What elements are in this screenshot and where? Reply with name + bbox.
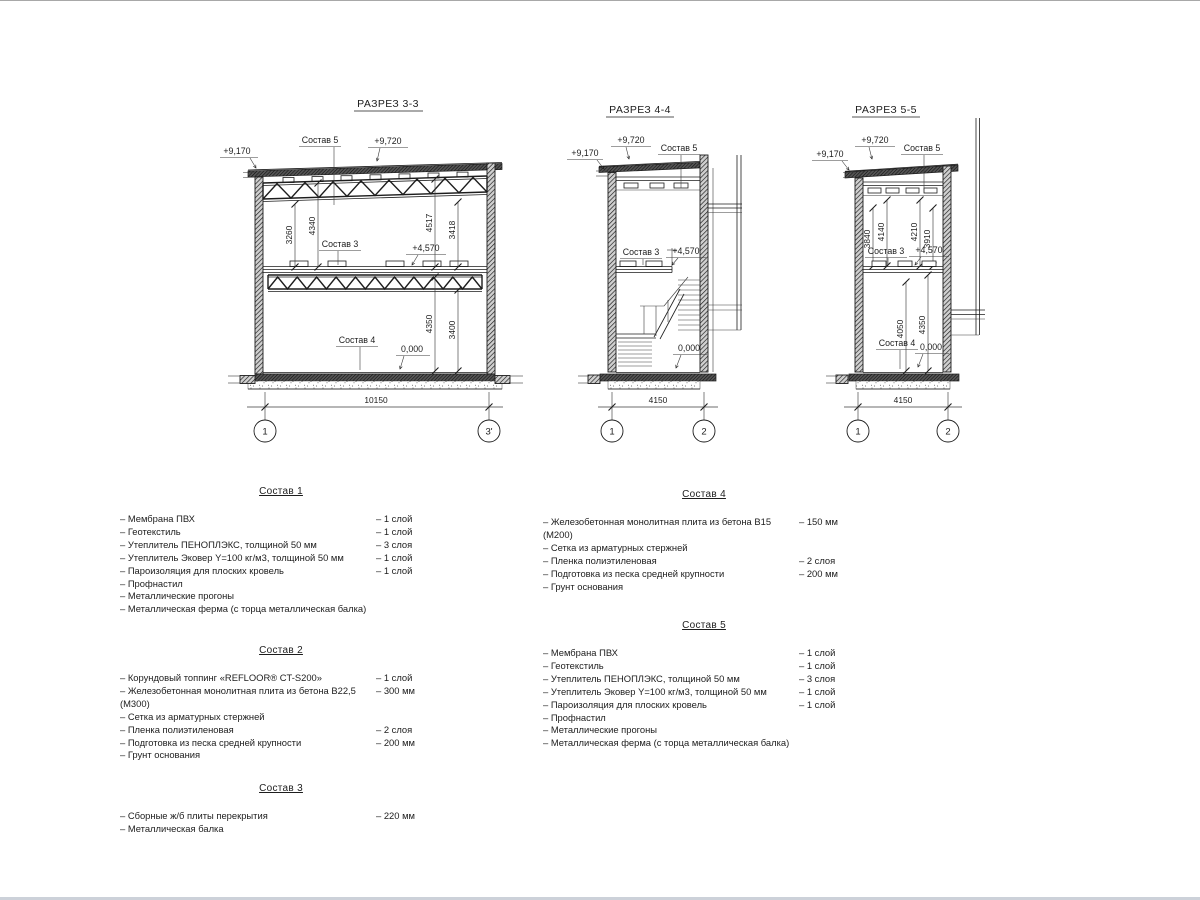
composition-item xyxy=(120,685,442,711)
level-roof-3-3: +9,720 xyxy=(374,136,402,146)
item-name: – Профнастил xyxy=(543,711,606,723)
composition-item xyxy=(120,823,442,836)
level-zero-3-3: 0,000 xyxy=(400,344,424,354)
ground-floor-5-5 xyxy=(826,373,959,390)
item-quantity: – 200 мм xyxy=(799,567,838,579)
item-name: – Металлическая ферма (с торца металлическая балка) xyxy=(543,737,790,749)
item-quantity: – 1 слой xyxy=(376,513,413,524)
item-name: – Утеплитель ПЕНОПЛЭКС, толщиной 50 мм xyxy=(120,538,317,550)
item-quantity: – 150 мм xyxy=(799,516,838,527)
dim-width-4-4: 4150 xyxy=(648,395,668,405)
lower-dimensions-5-5 xyxy=(895,272,932,375)
label-roof-comp-4-4: Состав 5 xyxy=(660,143,698,153)
axis-label-right-5-5: 2 xyxy=(945,426,951,438)
section-3-3 xyxy=(220,98,523,442)
composition-item xyxy=(543,660,865,673)
composition-5-list xyxy=(543,647,865,750)
composition-item xyxy=(120,513,442,526)
composition-item xyxy=(543,555,865,568)
item-quantity xyxy=(376,590,442,603)
item-quantity: – 220 мм xyxy=(376,810,415,821)
width-dimension-5-5 xyxy=(844,392,962,420)
composition-1-title: Состав 1 xyxy=(259,486,303,497)
item-quantity: – 1 слой xyxy=(799,685,836,697)
composition-item xyxy=(543,724,865,737)
sheet-top-edge xyxy=(0,0,1200,1)
item-name: – Металлические прогоны xyxy=(120,590,235,602)
composition-item xyxy=(543,647,865,660)
composition-4-list xyxy=(543,516,865,593)
item-name: – Железобетонная монолитная плита из бетона В15 (М200) xyxy=(543,516,772,540)
composition-2-list xyxy=(120,672,442,762)
item-quantity xyxy=(376,749,442,762)
mid-floor-4-4 xyxy=(616,261,672,273)
label-mid-comp-4-4: Состав 3 xyxy=(622,247,660,257)
item-quantity: – 300 мм xyxy=(376,684,415,696)
axis-markers-3-3 xyxy=(254,420,500,442)
item-name: – Сборные ж/б плиты перекрытия xyxy=(120,810,268,821)
item-name: – Геотекстиль xyxy=(543,659,604,671)
item-quantity xyxy=(799,737,865,750)
item-quantity: – 1 слой xyxy=(376,564,413,576)
item-name: – Сетка из арматурных стержней xyxy=(543,541,688,553)
dim-3418: 3418 xyxy=(447,220,457,240)
composition-item xyxy=(543,673,865,686)
item-quantity: – 1 слой xyxy=(376,551,413,563)
dim-3840: 3840 xyxy=(862,229,872,249)
composition-item xyxy=(120,737,442,750)
dim-4350: 4350 xyxy=(424,314,434,334)
width-dimension-3-3 xyxy=(247,392,503,420)
item-quantity: – 1 слой xyxy=(376,525,413,537)
item-quantity: – 3 слоя xyxy=(376,538,413,550)
item-name: – Утеплитель Эковер Y=100 кг/м3, толщиной 50 мм xyxy=(120,551,344,563)
item-quantity: – 2 слоя xyxy=(376,723,413,735)
item-name: – Сетка из арматурных стержней xyxy=(120,710,265,722)
adjacent-structure-4-4 xyxy=(708,155,742,372)
composition-item xyxy=(543,542,865,555)
composition-item xyxy=(120,724,442,737)
sections-drawing xyxy=(200,88,1020,453)
composition-item xyxy=(543,686,865,699)
level-zero-5-5: 0,000 xyxy=(919,342,943,352)
composition-item xyxy=(120,749,442,762)
composition-4 xyxy=(543,489,865,593)
composition-item xyxy=(120,711,442,724)
composition-3-title: Состав 3 xyxy=(259,783,303,794)
level-mid-3-3: +4,570 xyxy=(412,243,440,253)
item-name: – Подготовка из песка средней крупности xyxy=(543,567,725,579)
item-name: – Металлическая балка xyxy=(120,822,224,834)
level-eave-5-5: +9,170 xyxy=(816,149,844,159)
wall-right-4-4 xyxy=(700,155,708,372)
item-name: – Подготовка из песка средней крупности xyxy=(120,736,302,748)
item-quantity xyxy=(799,542,865,555)
axis-label-left-5-5: 1 xyxy=(855,426,861,438)
composition-5-title: Состав 5 xyxy=(682,620,726,631)
label-mid-comp-3-3: Состав 3 xyxy=(321,239,359,249)
item-quantity: – 1 слой xyxy=(376,672,413,683)
composition-item xyxy=(120,590,442,603)
item-name: – Грунт основания xyxy=(543,580,624,592)
label-floor-comp-3-3: Состав 4 xyxy=(338,335,376,345)
wall-left-4-4 xyxy=(608,173,616,373)
composition-item xyxy=(120,672,442,685)
item-quantity xyxy=(376,711,442,724)
axis-markers-4-4 xyxy=(601,420,715,442)
section-5-5 xyxy=(812,104,985,442)
composition-5 xyxy=(543,620,865,750)
dim-3400: 3400 xyxy=(447,320,457,340)
item-name: – Грунт основания xyxy=(120,749,201,761)
label-roof-comp-3-3: Состав 5 xyxy=(301,135,339,145)
axis-label-right-3-3: 3' xyxy=(485,426,493,438)
item-quantity xyxy=(376,823,442,836)
dim-width-3-3: 10150 xyxy=(364,395,388,405)
width-dimension-4-4 xyxy=(598,392,718,420)
mid-truss-3-3 xyxy=(268,275,482,292)
dim-4340: 4340 xyxy=(307,216,317,236)
item-quantity: – 2 слоя xyxy=(799,554,836,566)
item-name: – Корундовый топпинг «REFLOOR® CT-S200» xyxy=(120,672,322,683)
item-quantity: – 200 мм xyxy=(376,736,415,748)
dim-4517: 4517 xyxy=(424,213,434,233)
item-name: – Железобетонная монолитная плита из бетона В22,5 (М300) xyxy=(120,684,356,709)
item-quantity xyxy=(799,712,865,725)
label-mid-comp-5-5: Состав 3 xyxy=(867,246,905,256)
composition-2 xyxy=(120,645,442,762)
composition-item xyxy=(543,581,865,594)
ground-floor-4-4 xyxy=(578,373,716,390)
mid-floor-3-3 xyxy=(263,261,487,273)
composition-item xyxy=(543,516,865,542)
item-name: – Геотекстиль xyxy=(120,525,181,537)
composition-item xyxy=(543,737,865,750)
composition-1-list xyxy=(120,513,442,616)
ground-floor-3-3 xyxy=(228,373,523,390)
composition-item xyxy=(543,712,865,725)
dim-4140: 4140 xyxy=(876,222,886,242)
composition-3-list xyxy=(120,810,442,836)
dim-3910: 3910 xyxy=(922,229,932,249)
axis-markers-5-5 xyxy=(847,420,959,442)
composition-item xyxy=(120,810,442,823)
dim-4050: 4050 xyxy=(895,319,905,339)
wall-right-3-3 xyxy=(487,163,495,374)
label-roof-comp-5-5: Состав 5 xyxy=(903,143,941,153)
item-quantity xyxy=(376,603,442,616)
item-name: – Пароизоляция для плоских кровель xyxy=(543,698,707,710)
axis-label-left-3-3: 1 xyxy=(262,426,268,438)
level-mid-5-5: +4,570 xyxy=(915,245,943,255)
composition-item xyxy=(543,568,865,581)
label-floor-comp-5-5: Состав 4 xyxy=(878,338,916,348)
item-quantity: – 1 слой xyxy=(799,647,836,658)
dim-4210: 4210 xyxy=(909,222,919,242)
dim-4350: 4350 xyxy=(917,315,927,335)
composition-item xyxy=(120,552,442,565)
dim-width-5-5: 4150 xyxy=(893,395,913,405)
section-4-4 xyxy=(567,104,742,442)
item-quantity xyxy=(799,724,865,737)
section-3-3-title: РАЗРЕЗ 3-3 xyxy=(357,98,419,110)
item-quantity: – 1 слой xyxy=(799,659,836,671)
mid-floor-5-5 xyxy=(863,261,943,273)
section-5-5-title: РАЗРЕЗ 5-5 xyxy=(855,104,917,116)
item-name: – Пленка полиэтиленовая xyxy=(543,554,657,566)
item-name: – Мембрана ПВХ xyxy=(543,647,618,658)
composition-1 xyxy=(120,486,442,616)
composition-item xyxy=(120,565,442,578)
roof-truss-3-3 xyxy=(263,172,487,201)
item-name: – Металлические прогоны xyxy=(543,724,658,736)
wall-left-5-5 xyxy=(855,178,863,372)
upper-dimensions-3-3 xyxy=(284,176,462,271)
level-zero-4-4: 0,000 xyxy=(677,343,701,353)
level-roof-5-5: +9,720 xyxy=(861,135,889,145)
section-4-4-title: РАЗРЕЗ 4-4 xyxy=(609,104,671,116)
item-quantity xyxy=(376,578,442,591)
composition-2-title: Состав 2 xyxy=(259,645,303,656)
item-name: – Мембрана ПВХ xyxy=(120,513,195,524)
dim-3260: 3260 xyxy=(284,225,294,245)
composition-item xyxy=(120,578,442,591)
item-name: – Утеплитель ПЕНОПЛЭКС, толщиной 50 мм xyxy=(543,672,740,684)
item-quantity: – 1 слой xyxy=(799,698,836,710)
composition-item xyxy=(120,526,442,539)
composition-item xyxy=(120,603,442,616)
composition-4-title: Состав 4 xyxy=(682,489,726,500)
wall-right-5-5 xyxy=(943,166,951,372)
upper-dimensions-5-5 xyxy=(862,197,937,270)
wall-left-3-3 xyxy=(255,177,263,374)
adjacent-structure-5-5 xyxy=(951,118,985,335)
item-quantity xyxy=(799,581,865,594)
level-mid-4-4: +4,570 xyxy=(672,246,700,256)
axis-label-right-4-4: 2 xyxy=(701,426,707,438)
level-eave-3-3: +9,170 xyxy=(223,146,251,156)
composition-3 xyxy=(120,783,442,836)
item-name: – Пленка полиэтиленовая xyxy=(120,723,234,735)
item-name: – Металлическая ферма (с торца металлическая балка) xyxy=(120,603,367,615)
item-name: – Профнастил xyxy=(120,577,183,589)
item-name: – Утеплитель Эковер Y=100 кг/м3, толщиной 50 мм xyxy=(543,685,767,697)
item-name: – Пароизоляция для плоских кровель xyxy=(120,564,284,576)
level-roof-4-4: +9,720 xyxy=(617,135,645,145)
composition-item xyxy=(120,539,442,552)
item-quantity: – 3 слоя xyxy=(799,672,836,684)
axis-label-left-4-4: 1 xyxy=(609,426,615,438)
composition-item xyxy=(543,699,865,712)
level-eave-4-4: +9,170 xyxy=(571,148,599,158)
